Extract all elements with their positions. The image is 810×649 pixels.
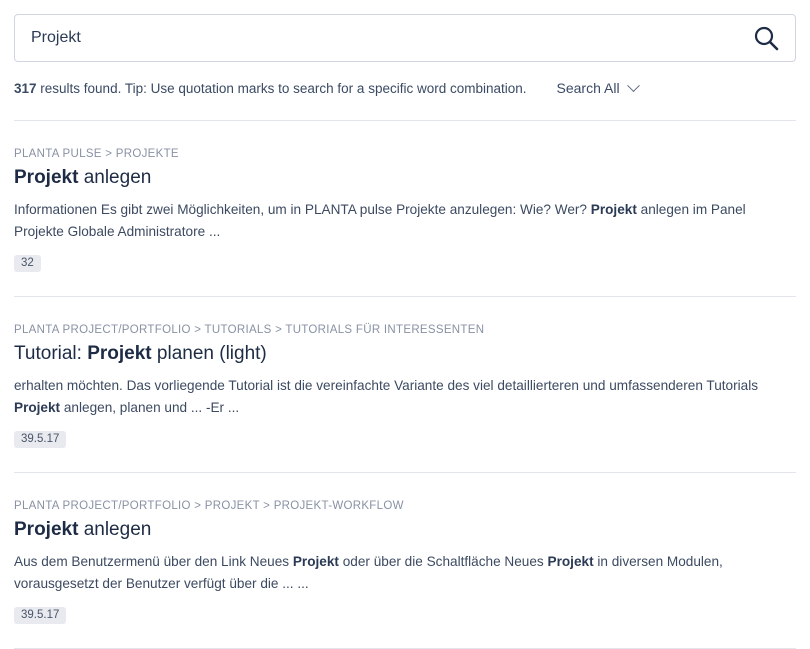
result-title-rest: anlegen bbox=[78, 167, 152, 188]
results-info-row bbox=[14, 80, 796, 96]
result-title-prefix: Tutorial: bbox=[14, 343, 88, 365]
result-snippet bbox=[14, 199, 796, 243]
breadcrumb: PLANTA PROJECT/PORTFOLIO > PROJEKT > PROJEKT-WORKFLOW bbox=[14, 500, 404, 513]
result-version-tag: 39.5.17 bbox=[14, 607, 66, 624]
result-snippet bbox=[14, 375, 796, 419]
search-input[interactable] bbox=[31, 29, 751, 47]
snippet-highlight: Projekt bbox=[590, 202, 637, 217]
result-snippet bbox=[14, 551, 796, 595]
results-list bbox=[14, 121, 796, 649]
snippet-text: anlegen im Panel Projekte Globale Administratore ... bbox=[14, 202, 746, 240]
search-bar[interactable] bbox=[14, 14, 796, 62]
snippet-highlight: Projekt bbox=[292, 554, 339, 570]
result-title[interactable] bbox=[14, 167, 796, 189]
result-title-rest: anlegen bbox=[78, 519, 152, 541]
result-version-tag: 32 bbox=[14, 255, 41, 272]
result-title-highlight: Projekt bbox=[87, 343, 152, 365]
results-count: 317 bbox=[14, 80, 37, 96]
snippet-highlight: Projekt bbox=[547, 554, 594, 570]
results-tip: results found. Tip: Use quotation marks to search for a specific word combination. bbox=[36, 80, 527, 96]
search-scope-dropdown[interactable] bbox=[557, 80, 638, 96]
result-title[interactable] bbox=[14, 519, 796, 541]
results-count-text bbox=[14, 81, 527, 96]
snippet-text: anlegen, planen und ... -Er ... bbox=[60, 400, 240, 416]
result-title-highlight: Projekt bbox=[14, 167, 79, 188]
result-title[interactable] bbox=[14, 343, 796, 365]
snippet-highlight: Projekt bbox=[14, 400, 61, 416]
snippet-text: erhalten möchten. Das vorliegende Tutorial ist die vereinfachte Variante des viel detaillierteren und umfassenderen Tutorials bbox=[14, 378, 759, 394]
snippet-text: Informationen Es gibt zwei Möglichkeiten, um in PLANTA pulse Projekte anzulegen: Wie? Wer? bbox=[14, 202, 591, 217]
search-icon[interactable] bbox=[751, 23, 781, 53]
snippet-text: oder über die Schaltfläche Neues bbox=[338, 554, 548, 570]
search-results-page bbox=[0, 14, 810, 623]
result-title-rest: planen (light) bbox=[151, 343, 267, 365]
search-scope-label: Search All bbox=[556, 80, 620, 96]
chevron-down-icon bbox=[627, 79, 640, 92]
snippet-text: in diversen Modulen, vorausgesetzt der Benutzer verfügt über die ... ... bbox=[14, 554, 723, 592]
snippet-text: Aus dem Benutzermenü über den Link Neues bbox=[14, 554, 293, 570]
result-item bbox=[14, 297, 796, 448]
breadcrumb: PLANTA PULSE > PROJEKTE bbox=[14, 148, 179, 160]
result-title-highlight: Projekt bbox=[14, 519, 79, 541]
breadcrumb: PLANTA PROJECT/PORTFOLIO > TUTORIALS > TUTORIALS FÜR INTERESSENTEN bbox=[14, 324, 485, 337]
result-item bbox=[14, 121, 796, 272]
result-version-tag: 39.5.17 bbox=[14, 431, 66, 448]
result-item bbox=[14, 473, 796, 624]
